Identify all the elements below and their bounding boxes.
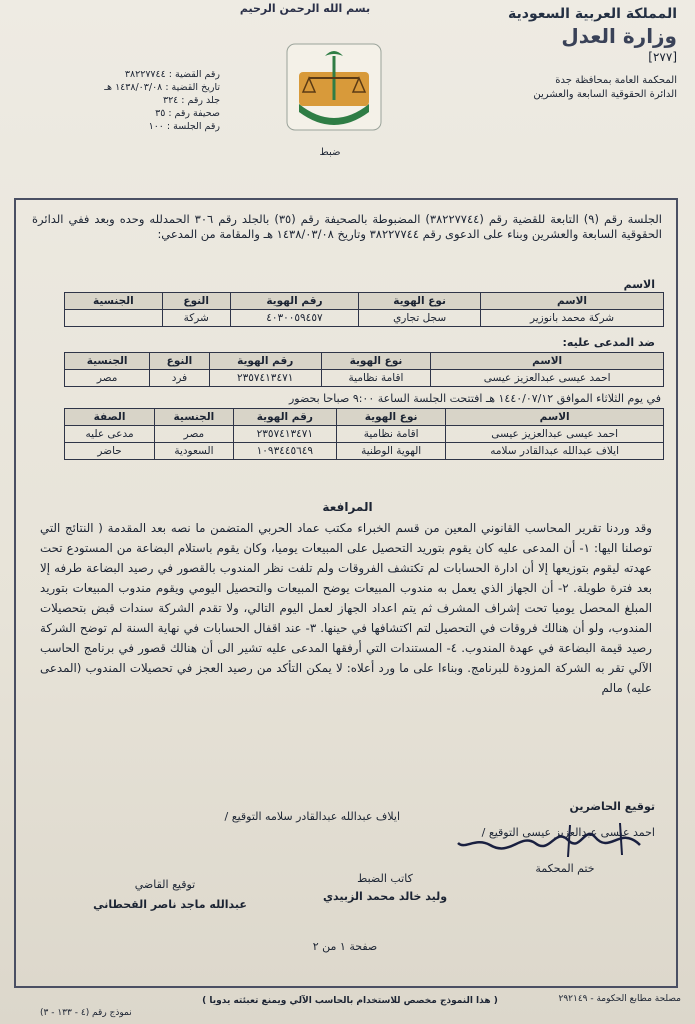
header-cell: رقم الهوية [230,293,358,310]
table-cell: ايلاف عبدالله عبدالقادر سلامه [446,443,664,460]
table-cell: حاضر [65,443,155,460]
header-cell: الاسم [481,293,664,310]
header-code: [٢٧٧] [648,50,677,64]
logo-caption: ضبط [319,147,341,158]
table-cell: ١٠٩٣٤٤٥٦٤٩ [233,443,336,460]
header-cell: الاسم [431,353,664,370]
ministry-logo-icon [285,42,383,132]
case-info [60,68,220,133]
court-seal-label: ختم المحكمة [535,862,595,875]
table-cell: شركة [162,310,230,327]
header-cell: النوع [150,353,209,370]
table-cell: ٢٣٥٧٤١٣٤٧١ [233,426,336,443]
clerk-title: كاتب الضبط [357,872,413,885]
table-cell: مدعى عليه [65,426,155,443]
against-label: ضد المدعى عليه: [562,336,655,349]
table-cell [65,310,163,327]
court-line-1: المحكمة العامة بمحافظة جدة [555,75,677,86]
header-cell: الاسم [446,409,664,426]
header-cell: نوع الهوية [359,293,481,310]
table-row [65,443,664,460]
header-cell: الجنسية [65,293,163,310]
header-cell: الجنسية [65,353,150,370]
table-header-row [65,293,664,310]
table-cell: سجل تجاري [359,310,481,327]
table-row [65,370,664,387]
page-indicator: صفحة ١ من ٢ [312,940,378,953]
press-footer: مصلحة مطابع الحكومة - ٢٩٢١٤٩ [558,994,681,1004]
table-cell: شركة محمد بانوزير [481,310,664,327]
handwritten-signature-icon [450,815,650,865]
form-note: ( هذا النموذج مخصص للاستخدام بالحاسب الآلي ويمنع تعبئته يدويا ) [202,996,498,1006]
attendee-1-signature: احمد عيسى عبدالعزيز عيسى التوقيع / [481,826,655,839]
session-line: في يوم الثلاثاء الموافق ١٤٤٠/٠٧/١٢ هـ افتتحت الجلسة الساعة ٩:٠٠ صباحا بحضور [288,392,661,405]
ministry-header [477,6,677,102]
table-cell: ٢٣٥٧٤١٣٤٧١ [209,370,321,387]
court-line-2: الدائرة الحقوقية السابعة والعشرين [533,89,677,100]
basmala: بسم الله الرحمن الرحيم [239,2,371,15]
table-cell: احمد عيسى عبدالعزيز عيسى [431,370,664,387]
plaintiff-table [64,292,664,327]
table-header-row [65,409,664,426]
table-row [65,310,664,327]
table-cell: فرد [150,370,209,387]
section-heading: المرافعة [322,500,373,514]
kingdom-name: المملكة العربية السعودية [508,6,677,22]
session-number: رقم الجلسة : ١٠٠ [148,121,220,132]
header-cell: نوع الهوية [321,353,431,370]
case-number: رقم القضية : ٣٨٢٢٧٧٤٤ [124,69,220,80]
form-number: نموذج رقم (٤ - ١٣٣ - ٣) [40,1008,132,1018]
header-cell: النوع [162,293,230,310]
attendees-table [64,408,664,460]
table-cell: اقامة نظامية [321,370,431,387]
table-cell: اقامة نظامية [337,426,446,443]
page-number: صحيفة رقم : ٣٥ [155,108,220,119]
table-cell: ٤٠٣٠٠٥٩٤٥٧ [230,310,358,327]
case-date: تاريخ القضية : ١٤٣٨/٠٣/٠٨ هـ [104,82,220,93]
record-number: جلد رقم : ٣٢٤ [162,95,220,106]
table-cell: احمد عيسى عبدالعزيز عيسى [446,426,664,443]
pleading-text: وقد وردنا تقرير المحاسب القانوني المعين من قسم الخبراء مكتب عماد الحربي المتضمن ما نصه بعد المقدمة ( النتائج التي توصلنا اليها: ١- أن المدعى عليه كان يقوم بتوريد التحصيل على المبيعات يوميا، وكان يقوم باستلام البضاعة من المستودع تحت عهدته ليقوم بتوزيعها إلا أن ادارة الحسابات لم تكتشف الفروقات ولم تلفت نظر المندوب بالقصور في رصيد البضاعة طرفه إلا بعد فترة طويلة. ٢- أن الجهاز الذي يعمل به مندوب المبيعات يوضح المبيعات والتحصيل اليومي ويقوم مندوب المبيعات بتوريد المبلغ المحصل يوميا تحت إشراف المشرف ثم يتم اعداد الجهاز لعمل اليوم التالي، ولا تقدم الشركة سندات قبض بتحصيلات المندوب، ولو أن هنالك فروقات في التحصيل لتم اكتشافها في حينها. ٣- عند اقفال الحسابات في نهاية السنة لم توضح الشركة رصيد قيمة البضاعة في عهدة المندوب. ٤- المستندات التي أرفقها المدعى عليه تشير الى أن هنالك قصور في برنامج الحاسب الآلي تقر به الشركة المزودة للبرنامج. وبناءا على ما ورد أعلاه: لا يمكن التأكد من رصيد العجز في تحصيلات المندوب (المدعى عليه) مالم [40,521,652,695]
defendant-table [64,352,664,387]
header-cell: نوع الهوية [337,409,446,426]
judge-name: عبدالله ماجد ناصر القحطاني [93,898,247,911]
clerk-name: وليد خالد محمد الزبيدي [322,890,448,903]
attendee-2-signature: ايلاف عبدالله عبدالقادر سلامه التوقيع / [224,810,400,823]
header-cell: رقم الهوية [233,409,336,426]
intro-paragraph: الجلسة رقم (٩) التابعة للقضية رقم (٣٨٢٢٧٧٤٤) المضبوطة بالصحيفة رقم (٣٥) بالجلد رقم ٣٠٦ الحمدلله وحده وبعد ففي الدائرة الحقوقية السابعة والعشرين وبناء على الدعوى رقم ٣٨٢٢٧٧٤٤ وتاريخ ١٤٣٨/٠٣/٠٨ هـ والمقامة من المدعي: [32,212,662,241]
ministry-name: وزارة العدل [561,24,677,48]
header-cell: الجنسية [155,409,234,426]
table-cell: الهوية الوطنية [337,443,446,460]
table-row [65,426,664,443]
header-cell: رقم الهوية [209,353,321,370]
attendees-signature-title: توقيع الحاضرين [569,800,655,813]
table-header-row [65,353,664,370]
table-cell: مصر [65,370,150,387]
header-cell: الصفة [65,409,155,426]
table-cell: السعودية [155,443,234,460]
judge-title: توقيع القاضي [134,878,196,891]
plaintiff-label: الاسم [623,278,655,291]
table-cell: مصر [155,426,234,443]
court-name [477,74,677,102]
